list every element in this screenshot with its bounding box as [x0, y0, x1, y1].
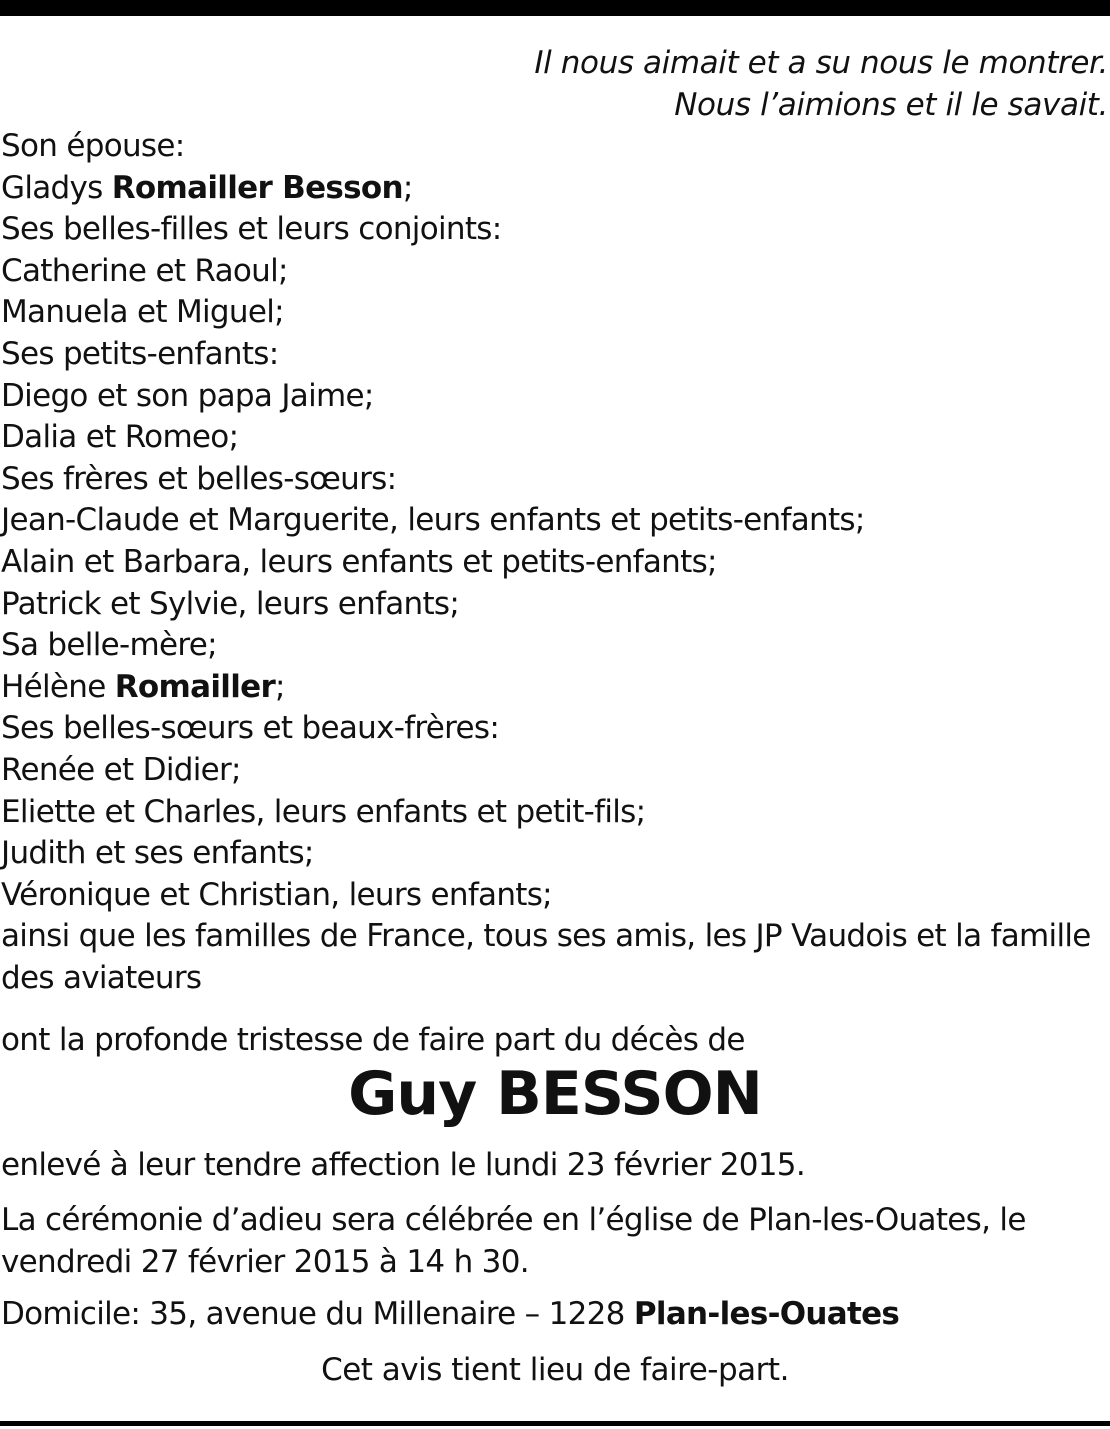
daughter-in-law-1: Catherine et Raoul;: [1, 252, 288, 289]
announcement-line: ont la profonde tristesse de faire part du décès de: [1, 1022, 745, 1058]
sibling-3: Patrick et Sylvie, leurs enfants;: [1, 585, 460, 622]
wife-heading: Son épouse:: [1, 128, 185, 164]
in-law-1: Renée et Didier;: [1, 751, 241, 788]
siblings-heading: Ses frères et belles-sœurs:: [1, 460, 397, 497]
wife-first-name: Gladys: [1, 169, 112, 206]
deceased-name: Guy BESSON: [348, 1059, 762, 1129]
grandchild-2: Dalia et Romeo;: [1, 419, 239, 456]
mother-in-law-line-end: ;: [275, 668, 285, 705]
mother-in-law-heading: Sa belle-mère;: [1, 627, 217, 664]
sibling-1: Jean-Claude et Marguerite, leurs enfants et petits-enfants;: [1, 502, 865, 539]
ceremony-paragraph: La cérémonie d’adieu sera célébrée en l’église de Plan-les-Ouates, le vendredi 27 février 2015 à 14 h 30.: [1, 1202, 1026, 1280]
mother-in-law-surname: Romailler: [114, 668, 276, 705]
domicile-line: [1, 1294, 1109, 1336]
wife-line-end: ;: [402, 169, 413, 206]
grandchildren-heading: Ses petits-enfants:: [1, 335, 279, 372]
family-list: [1, 126, 1109, 999]
sibling-2: Alain et Barbara, leurs enfants et petits-enfants;: [1, 543, 717, 580]
notice-line: Cet avis tient lieu de faire-part.: [321, 1352, 789, 1388]
wife-surname: Romailler Besson: [111, 169, 403, 206]
in-laws-heading: Ses belles-sœurs et beaux-frères:: [1, 710, 500, 747]
domicile-address: Domicile: 35, avenue du Millenaire – 1228: [1, 1296, 634, 1332]
mother-in-law-first-name: Hélène: [1, 668, 115, 705]
in-law-3: Judith et ses enfants;: [1, 835, 314, 872]
mother-in-law-line: [1, 667, 1109, 709]
others-line: ainsi que les familles de France, tous ses amis, les JP Vaudois et la famille des aviateurs: [1, 918, 1091, 996]
epigraph-line-1: Il nous aimait et a su nous le montrer.: [534, 45, 1108, 81]
epigraph-line-2: Nous l’aimions et il le savait.: [674, 87, 1108, 123]
in-law-2: Eliette et Charles, leurs enfants et petit-fils;: [1, 793, 646, 830]
in-law-4: Véronique et Christian, leurs enfants;: [1, 876, 552, 913]
bottom-rule: [0, 1421, 1110, 1426]
grandchild-1: Diego et son papa Jaime;: [1, 377, 374, 414]
epigraph: [308, 42, 1108, 126]
wife-line: [1, 168, 1109, 210]
daughters-in-law-heading: Ses belles-filles et leurs conjoints:: [1, 211, 502, 248]
domicile-town: Plan-les-Ouates: [633, 1296, 900, 1332]
death-line: enlevé à leur tendre affection le lundi 23 février 2015.: [1, 1147, 805, 1183]
top-rule: [0, 0, 1110, 16]
daughter-in-law-2: Manuela et Miguel;: [1, 294, 284, 331]
